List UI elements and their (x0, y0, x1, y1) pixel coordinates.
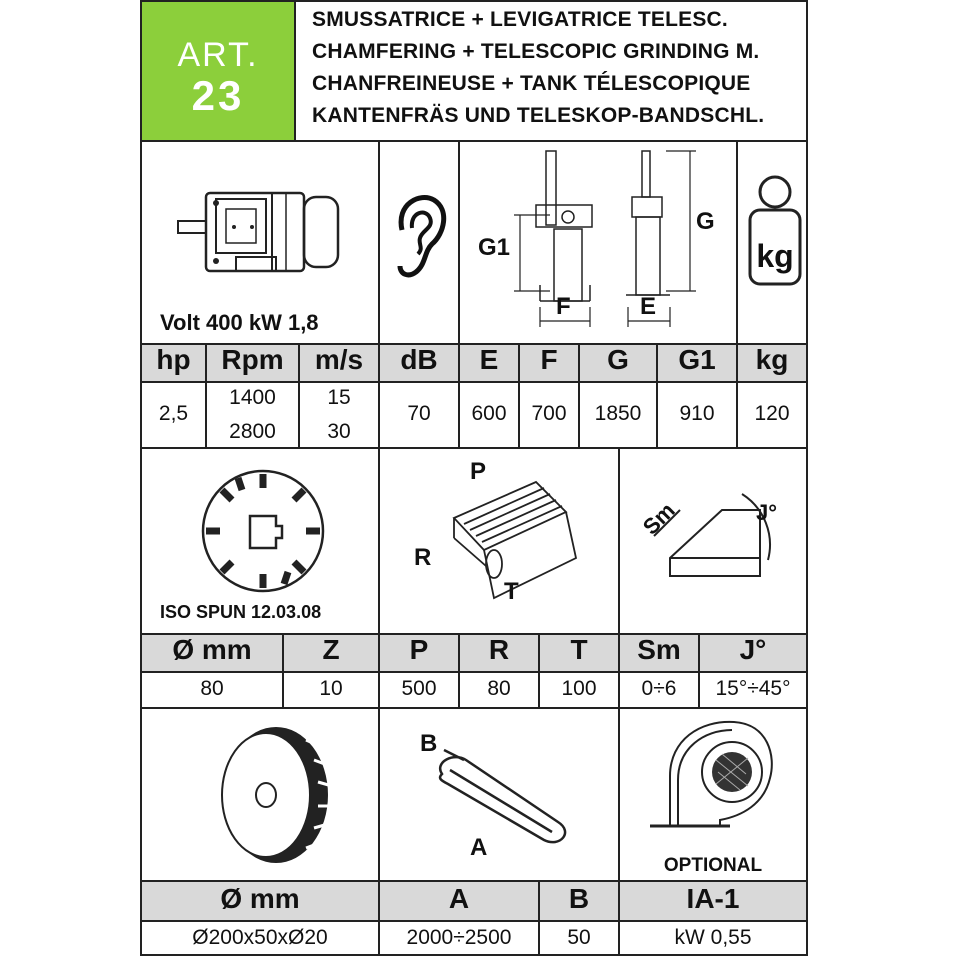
spec-header-hp: hp (156, 344, 191, 375)
optional-label: OPTIONAL (663, 855, 763, 876)
tool-value-r: 80 (487, 677, 511, 700)
label-g1: G1 (478, 234, 511, 261)
tool-value-t: 100 (561, 677, 597, 700)
article-number: 23 (191, 72, 245, 119)
spec-header-g1: G1 (678, 344, 716, 375)
tool-value-z: 10 (319, 677, 343, 700)
tool-value-j: 15°÷45° (715, 677, 791, 700)
spec-value-speed-1: 15 (327, 386, 351, 409)
spec-value-speed-2: 30 (327, 420, 351, 443)
tool-value-sm: 0÷6 (641, 677, 677, 700)
tool-header-t: T (570, 634, 588, 665)
spec-header-f: F (540, 344, 558, 375)
bottom-header-b: B (568, 883, 590, 914)
spec-value-hp: 2,5 (158, 402, 189, 425)
tool-header-r: R (488, 634, 510, 665)
bottom-header-diameter: Ø mm (220, 883, 300, 914)
spec-header-e: E (479, 344, 499, 375)
chamfer-cutter-icon (198, 466, 328, 596)
bottom-value-diameter: Ø200x50xØ20 (192, 926, 328, 949)
article-label: ART. (177, 36, 259, 74)
spec-header-g: G (607, 344, 629, 375)
tool-header-sm: Sm (637, 634, 681, 665)
tool-header-j: J° (739, 634, 767, 665)
tool-value-p: 500 (401, 677, 437, 700)
tool-header-p: P (409, 634, 429, 665)
bottom-value-b: 50 (567, 926, 591, 949)
label-f: F (556, 293, 571, 320)
chamfer-label-j: J° (756, 500, 778, 525)
label-g: G (696, 208, 715, 235)
spec-value-g1: 910 (679, 402, 715, 425)
chamfer-label-sm: Sm (637, 497, 680, 540)
belt-label-t: T (504, 578, 519, 605)
weight-label: kg (756, 238, 794, 274)
motor-icon (176, 185, 356, 280)
header-divider (294, 0, 296, 142)
spec-value-rpm-1: 1400 (229, 386, 276, 409)
sanding-belt-icon (430, 740, 580, 850)
dust-extractor-icon (650, 716, 780, 834)
tool-header-z: Z (322, 634, 340, 665)
label-e: E (640, 293, 657, 320)
title-line-de: KANTENFRÄS UND TELESKOP-BANDSCHL. (312, 104, 765, 127)
belt-label-r: R (414, 544, 432, 571)
spec-value-f: 700 (531, 402, 567, 425)
spec-header-speed: m/s (314, 344, 364, 375)
belt-label-p: P (470, 458, 487, 485)
title-line-it: SMUSSATRICE + LEVIGATRICE TELESC. (312, 8, 728, 31)
spec-header-db: dB (400, 344, 438, 375)
title-line-en: CHAMFERING + TELESCOPIC GRINDING M. (312, 40, 760, 63)
spec-value-kg: 120 (754, 402, 790, 425)
tool-header-diameter: Ø mm (172, 634, 252, 665)
bottom-value-a: 2000÷2500 (406, 926, 512, 949)
motor-caption: Volt 400 kW 1,8 (160, 310, 319, 335)
tool-value-diameter: 80 (200, 677, 224, 700)
spec-value-g: 1850 (594, 402, 642, 425)
contact-wheel-icon (206, 720, 340, 870)
spec-value-e: 600 (471, 402, 507, 425)
band-label-b: B (420, 730, 438, 757)
title-line-fr: CHANFREINEUSE + TANK TÉLESCOPIQUE (312, 72, 751, 95)
bottom-value-ia1: kW 0,55 (674, 926, 752, 949)
ear-icon (392, 190, 448, 280)
bottom-header-a: A (448, 883, 470, 914)
bottom-header-ia1: IA-1 (686, 883, 740, 914)
spec-value-rpm-2: 2800 (229, 420, 276, 443)
band-label-a: A (470, 834, 488, 861)
spec-header-kg: kg (755, 344, 789, 375)
spec-value-db: 70 (407, 402, 431, 425)
cutter-caption: ISO SPUN 12.03.08 (160, 602, 322, 622)
spec-header-rpm: Rpm (221, 344, 284, 375)
